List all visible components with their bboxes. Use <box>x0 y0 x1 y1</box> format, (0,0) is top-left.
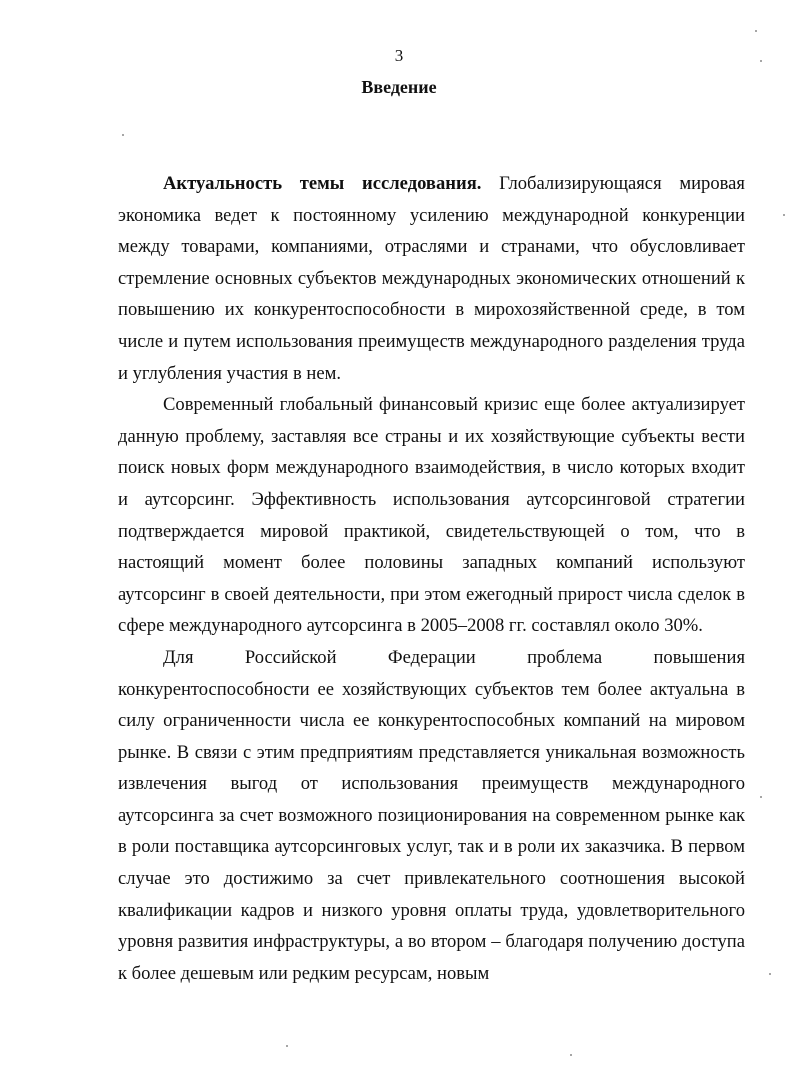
scan-speck <box>286 1045 288 1047</box>
paragraph-text: Современный глобальный финансовый кризис еще более актуализирует данную проблему, заставляя все страны и их хозяйствующие субъекты вести поиск новых форм международного взаимодействия, в число которых входит и аутсорсинг. Эффективность использования аутсорсинговой стратегии подтверждается мировой практикой, свидетельствующей о том, что в настоящий момент более половины западных компаний используют аутсорсинг в своей деятельности, при этом ежегодный прирост числа сделок в сфере международного аутсорсинга в 2005–2008 гг. составлял около 30%. <box>118 394 745 637</box>
page-number: 3 <box>394 46 404 65</box>
scan-speck <box>760 60 762 62</box>
scan-speck <box>769 973 771 975</box>
scan-speck <box>783 214 785 216</box>
paragraph-relevance <box>118 168 745 389</box>
paragraph-text: Для Российской Федерации проблема повышения конкурентоспособности ее хозяйствующих субъектов тем более актуальна в силу ограниченности числа ее конкурентоспособных компаний на мировом рынке. В связи с этим предприятиям представляется уникальная возможность извлечения выгод от использования преимуществ международного аутсорсинга за счет возможного позиционирования на современном рынке как в роли поставщика аутсорсинговых услуг, так и в роли их заказчика. В первом случае это достижимо за счет привлекательного соотношения высокой квалификации кадров и низкого уровня оплаты труда, удовлетворительного уровня развития инфраструктуры, а во втором – благодаря получению доступа к более дешевым или редким ресурсам, новым <box>118 646 745 984</box>
paragraph-russia <box>118 642 745 990</box>
paragraph-lead: Актуальность темы исследования. <box>163 173 482 194</box>
paragraph-crisis <box>118 389 745 642</box>
section-heading: Введение <box>361 77 437 97</box>
scan-speck <box>122 134 124 136</box>
scan-speck <box>570 1054 572 1056</box>
body-text <box>118 168 745 989</box>
scan-speck <box>755 30 757 32</box>
paragraph-text: Глобализирующаяся мировая экономика ведет к постоянному усилению международной конкуренции между товарами, компаниями, отраслями и странами, что обусловливает стремление основных субъектов международных экономических отношений к повышению их конкурентоспособности в мирохозяйственной среде, в том числе и путем использования преимуществ международного разделения труда и углубления участия в нем. <box>118 173 745 384</box>
scan-speck <box>760 796 762 798</box>
